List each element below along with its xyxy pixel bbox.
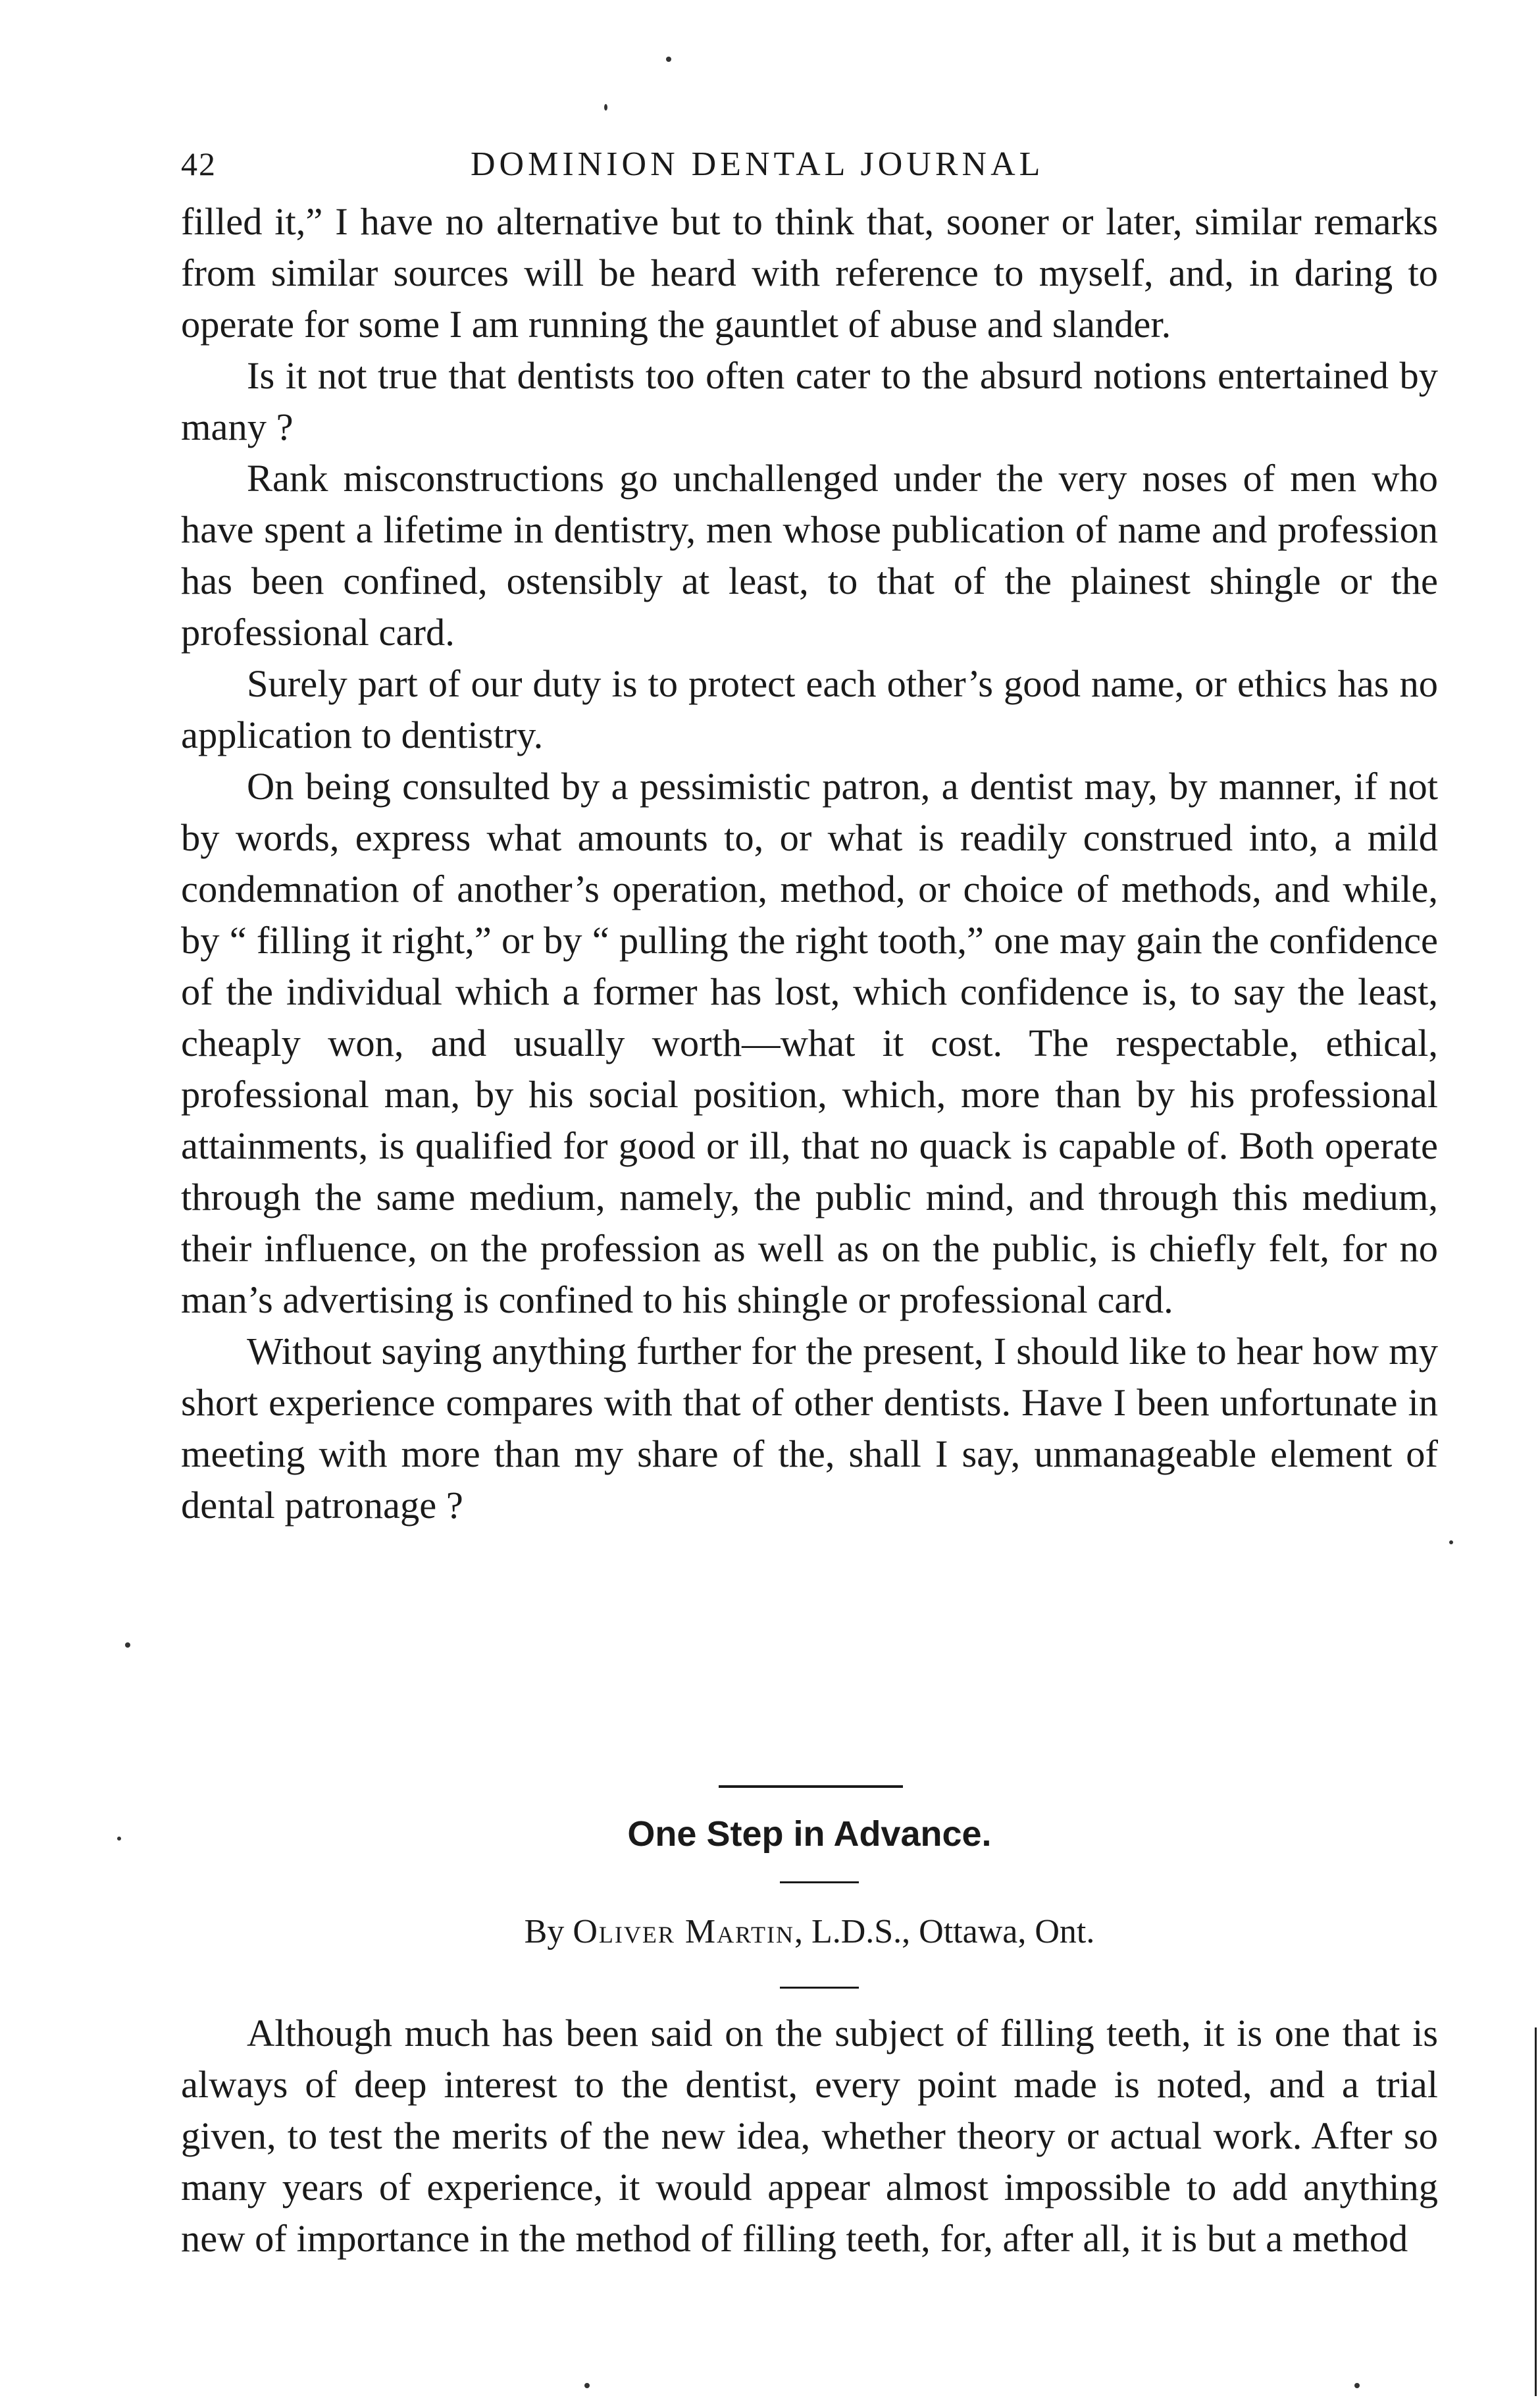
section-divider	[719, 1785, 903, 1788]
print-speck	[666, 57, 671, 62]
print-speck	[1354, 2383, 1360, 2388]
article-body	[181, 2008, 1438, 2264]
paragraph: Surely part of our duty is to protect each other’s good name, or ethics has no application to dentistry.	[181, 662, 1438, 756]
paragraph: Is it not true that dentists too often cater to the absurd notions entertained by many ?	[181, 354, 1438, 448]
paragraph: On being consulted by a pessimistic patron, a dentist may, by manner, if not by words, express what amounts to, or what is readily construed into, a mild condemnation of another’s operation, method, or choice of methods, and while, by “ filling it right,” or by “ pulling the right tooth,” one may gain the confidence of the individual which a former has lost, which confidence is, to say the least, cheaply won, and usually worth—what it cost. The respectable, ethical, professional man, by his social position, which, more than by his professional attainments, is qualified for good or ill, that no quack is capable of. Both operate through the same medium, namely, the public mind, and through this medium, their influence, on the profession as well as on the public, is chiefly felt, for no man’s advertising is confined to his shingle or professional card.	[181, 765, 1438, 1321]
byline-divider	[780, 1987, 859, 1989]
paragraph: filled it,” I have no alternative but to think that, sooner or later, similar remarks from similar sources will be heard with reference to myself, and, in daring to operate for some I am running the gauntlet of abuse and slander.	[181, 200, 1438, 346]
byline-author: Oliver Martin	[573, 1913, 794, 1950]
paragraph: Without saying anything further for the present, I should like to hear how my short experience compares with that of other dentists. Have I been unfortunate in meeting with more than my share of the, shall I say, unmanageable element of dental patronage ?	[181, 1330, 1438, 1527]
print-speck	[117, 1837, 121, 1841]
scan-edge-line	[1535, 2027, 1537, 2396]
title-divider	[780, 1881, 859, 1883]
page-header	[181, 145, 1431, 191]
byline-suffix: , L.D.S., Ottawa, Ont.	[794, 1913, 1095, 1950]
print-speck	[584, 2383, 590, 2388]
print-speck	[125, 1642, 130, 1648]
byline-prefix: By	[524, 1913, 573, 1950]
print-speck	[604, 104, 607, 111]
running-head: DOMINION DENTAL JOURNAL	[471, 145, 1044, 183]
page-number: 42	[181, 145, 217, 182]
print-speck	[1449, 1540, 1453, 1544]
paragraph: Rank misconstructions go unchallenged under the very noses of men who have spent a lifetime in dentistry, men whose publication of name and profession has been confined, ostensibly at least, to that of the plainest shingle or the professional card.	[181, 457, 1438, 654]
continued-article-text	[181, 196, 1438, 1531]
paragraph: Although much has been said on the subject of filling teeth, it is one that is always of deep interest to the dentist, every point made is noted, and a trial given, to test the merits of the new idea, whether theory or actual work. After so many years of experience, it would appear almost impossible to add anything new of importance in the method of filling teeth, for, after all, it is but a method	[181, 2012, 1438, 2260]
article-title: One Step in Advance.	[627, 1814, 992, 1854]
byline	[181, 1912, 1438, 1951]
